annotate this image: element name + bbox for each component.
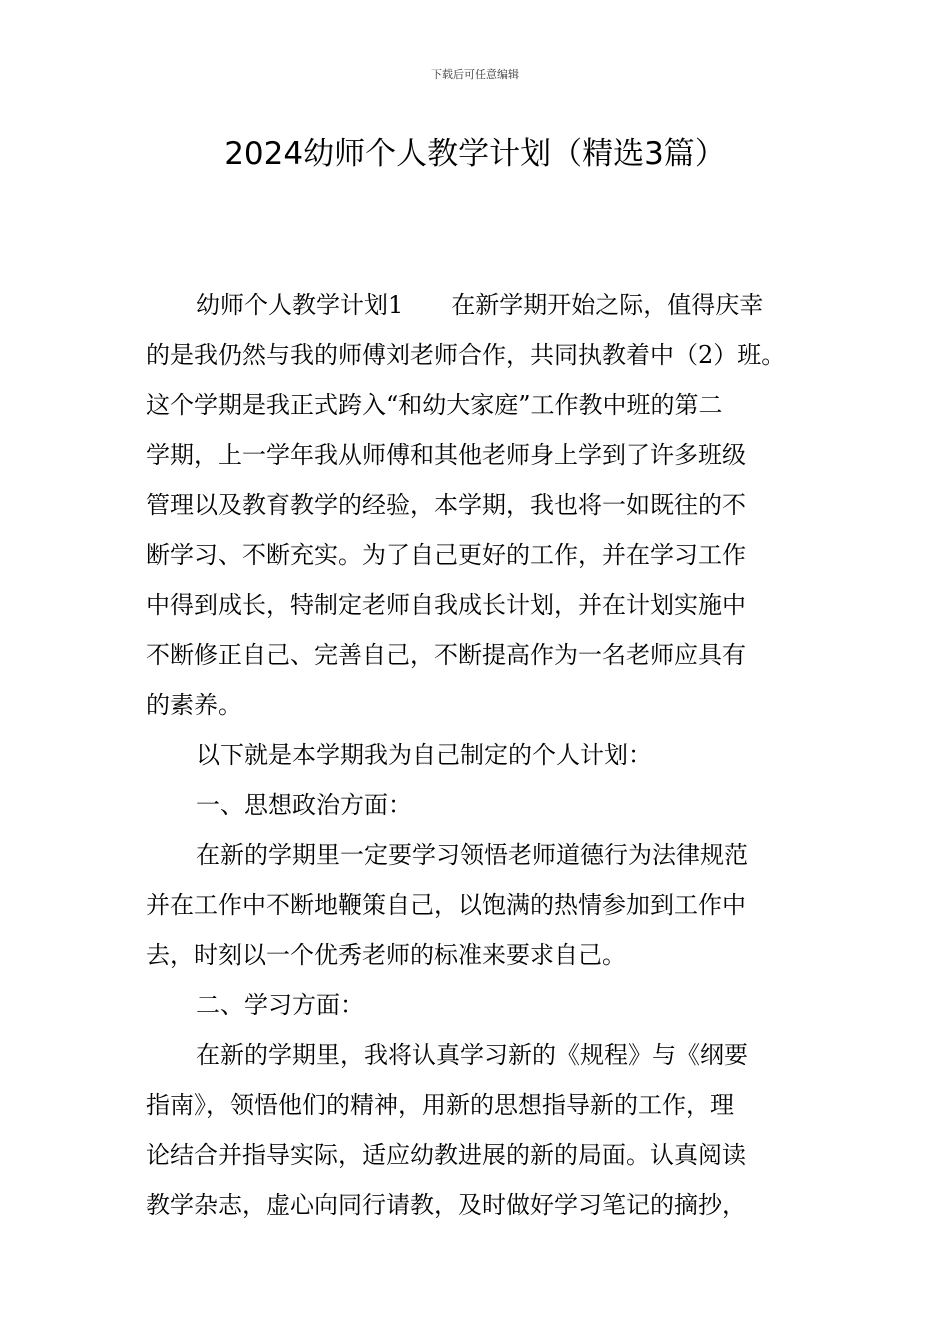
paragraph-line: 中得到成长，特制定老师自我成长计划，并在计划实施中 [146,591,746,619]
section-heading: 一、思想政治方面： [196,791,412,819]
paragraph-line: 管理以及教育教学的经验，本学期，我也将一如既往的不 [146,491,746,519]
paragraph-line: 并在工作中不断地鞭策自己，以饱满的热情参加到工作中 [146,891,746,919]
document-title: 2024幼师个人教学计划（精选3篇） [224,136,726,172]
section-heading: 二、学习方面： [196,991,364,1019]
paragraph-line: 在新的学期里一定要学习领悟老师道德行为法律规范 [196,841,748,869]
paragraph-line: 论结合并指导实际，适应幼教进展的新的局面。认真阅读 [146,1141,746,1169]
paragraph-text: 在新学期开始之际，值得庆幸 [451,291,764,319]
paragraph-line: 学期，上一学年我从师傅和其他老师身上学到了许多班级 [146,441,746,469]
paragraph-line: 的是我仍然与我的师傅刘老师合作，共同执教着中（2）班。 [146,341,786,369]
paragraph-line: 教学杂志，虚心向同行请教，及时做好学习笔记的摘抄， [146,1191,746,1219]
document-body [146,280,811,1230]
paragraph-line: 的素养。 [146,691,242,719]
paragraph-line: 指南》，领悟他们的精神，用新的思想指导新的工作，理 [146,1091,734,1119]
paragraph-line: 断学习、不断充实。为了自己更好的工作，并在学习工作 [146,541,746,569]
section-label: 幼师个人教学计划1 [196,291,404,319]
page-header-note: 下载后可任意编辑 [431,68,519,81]
paragraph-line [146,280,811,330]
paragraph-line: 在新的学期里，我将认真学习新的《规程》与《纲要 [196,1041,748,1069]
paragraph-line: 不断修正自己、完善自己，不断提高作为一名老师应具有 [146,641,746,669]
paragraph-line: 去，时刻以一个优秀老师的标准来要求自己。 [146,941,626,969]
paragraph-line: 这个学期是我正式跨入“和幼大家庭”工作教中班的第二 [146,391,723,419]
paragraph-line: 以下就是本学期我为自己制定的个人计划： [196,741,652,769]
